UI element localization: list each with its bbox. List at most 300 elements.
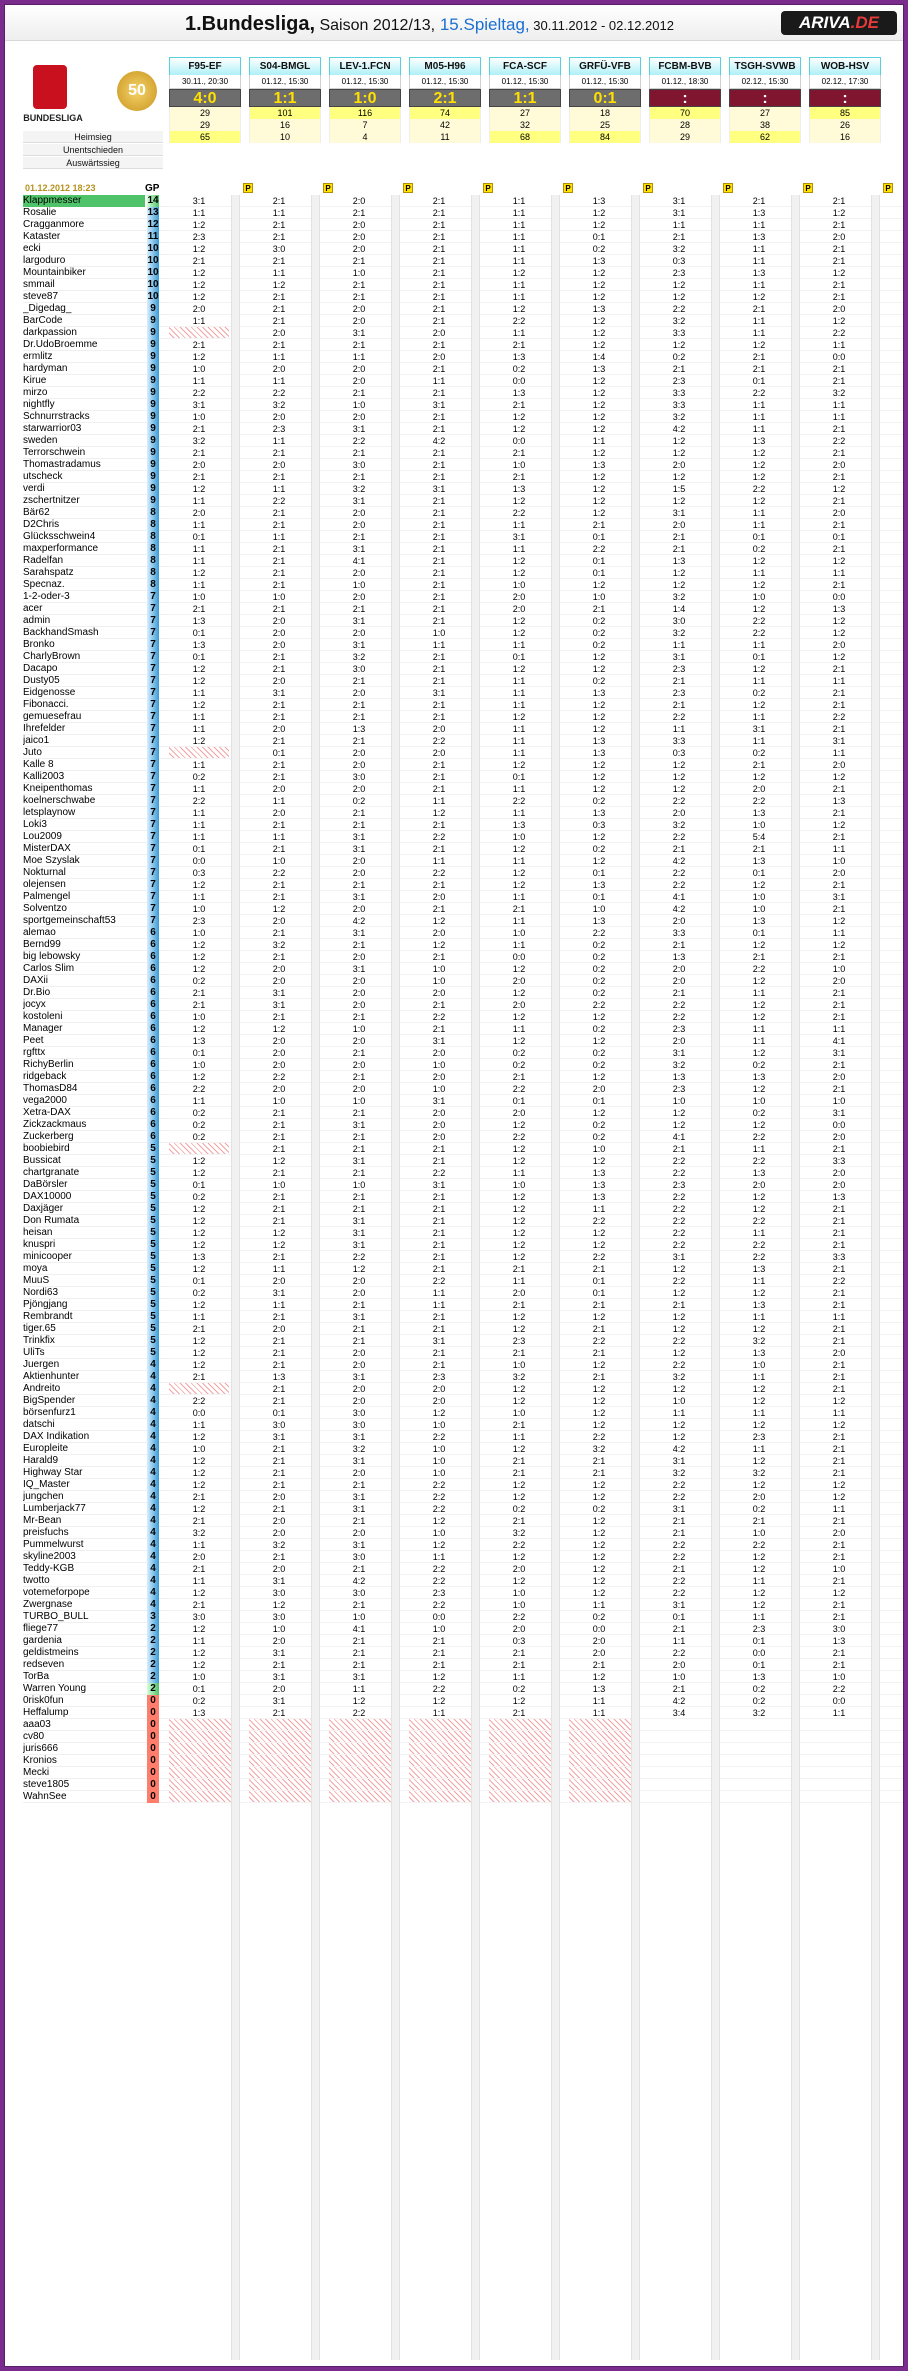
- player-row[interactable]: [23, 1755, 169, 1767]
- player-row[interactable]: [23, 1575, 169, 1587]
- player-name[interactable]: MuuS: [23, 1275, 50, 1286]
- player-name[interactable]: Bussicat: [23, 1155, 61, 1166]
- player-row[interactable]: [23, 1695, 169, 1707]
- player-name[interactable]: utscheck: [23, 471, 63, 482]
- match-teams[interactable]: WOB-HSV: [809, 57, 881, 75]
- player-name[interactable]: verdi: [23, 483, 45, 494]
- player-name[interactable]: DaBörsler: [23, 1179, 68, 1190]
- player-row[interactable]: [23, 1551, 169, 1563]
- player-name[interactable]: Zickzackmaus: [23, 1119, 87, 1130]
- tip-cell: 2:1: [192, 1564, 206, 1574]
- player-row[interactable]: [23, 1635, 169, 1647]
- player-name[interactable]: BackhandSmash: [23, 627, 99, 638]
- player-name[interactable]: geldistmeins: [23, 1647, 79, 1658]
- player-row[interactable]: [23, 1443, 169, 1455]
- match-teams[interactable]: LEV-1.FCN: [329, 57, 401, 75]
- tip-cell: 2:0: [352, 220, 366, 230]
- player-row[interactable]: [23, 1659, 169, 1671]
- player-row[interactable]: [23, 747, 169, 759]
- player-name[interactable]: BigSpender: [23, 1395, 76, 1406]
- player-name[interactable]: UliTs: [23, 1347, 45, 1358]
- player-row[interactable]: [23, 243, 169, 255]
- player-row[interactable]: [23, 1743, 169, 1755]
- player-name[interactable]: sportgemeinschaft53: [23, 915, 116, 926]
- player-row[interactable]: [23, 1587, 169, 1599]
- player-row[interactable]: [23, 459, 169, 471]
- player-name[interactable]: Manager: [23, 1023, 63, 1034]
- player-row[interactable]: [23, 1539, 169, 1551]
- player-row[interactable]: [23, 603, 169, 615]
- player-name[interactable]: letsplaynow: [23, 807, 76, 818]
- player-name[interactable]: Mr-Bean: [23, 1515, 62, 1526]
- tip-cell: 3:2: [352, 1444, 366, 1454]
- tip-cell: 2:1: [832, 1660, 846, 1670]
- player-row[interactable]: [23, 783, 169, 795]
- player-row[interactable]: [23, 723, 169, 735]
- player-name[interactable]: Kronios: [23, 1755, 57, 1766]
- player-name[interactable]: steve87: [23, 291, 59, 302]
- player-row[interactable]: [23, 1083, 169, 1095]
- tip-cell: 2:2: [672, 1480, 686, 1490]
- player-name[interactable]: Juto: [23, 747, 42, 758]
- player-name[interactable]: Schnurrstracks: [23, 411, 90, 422]
- player-row[interactable]: [23, 639, 169, 651]
- player-row[interactable]: [23, 1023, 169, 1035]
- tip-cell: 4:2: [672, 904, 686, 914]
- tip-cell: 2:1: [432, 1324, 446, 1334]
- player-row[interactable]: [23, 999, 169, 1011]
- player-name[interactable]: ThomasD84: [23, 1083, 78, 1094]
- title-bar: [5, 5, 904, 41]
- player-name[interactable]: Pjöngjang: [23, 1299, 68, 1310]
- player-name[interactable]: gardenia: [23, 1635, 62, 1646]
- player-row[interactable]: [23, 1335, 169, 1347]
- player-row[interactable]: [23, 1623, 169, 1635]
- player-name[interactable]: CharlyBrown: [23, 651, 81, 662]
- player-name[interactable]: Bär62: [23, 507, 50, 518]
- player-name[interactable]: Cragganmore: [23, 219, 85, 230]
- player-row[interactable]: [23, 1143, 169, 1155]
- player-name[interactable]: starwarrior03: [23, 423, 82, 434]
- player-row[interactable]: [23, 351, 169, 363]
- player-row[interactable]: [23, 1407, 169, 1419]
- player-name[interactable]: chartgranate: [23, 1167, 80, 1178]
- player-row[interactable]: [23, 1431, 169, 1443]
- player-name[interactable]: MisterDAX: [23, 843, 71, 854]
- player-name[interactable]: jaico1: [23, 735, 50, 746]
- player-name[interactable]: jocyx: [23, 999, 46, 1010]
- player-row[interactable]: [23, 1347, 169, 1359]
- player-row[interactable]: [23, 1167, 169, 1179]
- player-row[interactable]: [23, 1275, 169, 1287]
- player-row[interactable]: [23, 531, 169, 543]
- player-row[interactable]: [23, 291, 169, 303]
- player-name[interactable]: koelnerschwabe: [23, 795, 96, 806]
- player-name[interactable]: redseven: [23, 1659, 65, 1670]
- tip-cell: 2:1: [832, 1240, 846, 1250]
- player-name[interactable]: largoduro: [23, 255, 66, 266]
- player-name[interactable]: Europleite: [23, 1443, 69, 1454]
- player-name[interactable]: Dusty05: [23, 675, 60, 686]
- player-row[interactable]: [23, 567, 169, 579]
- player-row[interactable]: [23, 1395, 169, 1407]
- player-name[interactable]: TURBO_BULL: [23, 1611, 89, 1622]
- player-name[interactable]: Don Rumata: [23, 1215, 80, 1226]
- player-name[interactable]: moya: [23, 1263, 48, 1274]
- player-name[interactable]: Xetra-DAX: [23, 1107, 71, 1118]
- player-name[interactable]: big lebowsky: [23, 951, 81, 962]
- player-name[interactable]: alemao: [23, 927, 56, 938]
- player-row[interactable]: [23, 207, 169, 219]
- player-name[interactable]: rgfttx: [23, 1047, 46, 1058]
- player-name[interactable]: Mountainbiker: [23, 267, 86, 278]
- player-name[interactable]: Nokturnal: [23, 867, 66, 878]
- player-row[interactable]: [23, 1035, 169, 1047]
- player-name[interactable]: Lumberjack77: [23, 1503, 86, 1514]
- player-name[interactable]: BarCode: [23, 315, 63, 326]
- player-name[interactable]: DAX10000: [23, 1191, 72, 1202]
- player-row[interactable]: [23, 1227, 169, 1239]
- player-row[interactable]: [23, 1287, 169, 1299]
- player-name[interactable]: smmail: [23, 279, 55, 290]
- player-name[interactable]: Mecki: [23, 1767, 50, 1778]
- player-name[interactable]: Rosalie: [23, 207, 57, 218]
- match-teams[interactable]: S04-BMGL: [249, 57, 321, 75]
- player-row[interactable]: [23, 507, 169, 519]
- player-row[interactable]: [23, 1599, 169, 1611]
- player-row[interactable]: [23, 615, 169, 627]
- player-row[interactable]: [23, 1515, 169, 1527]
- player-row[interactable]: [23, 555, 169, 567]
- player-name[interactable]: Aktienhunter: [23, 1371, 80, 1382]
- player-row[interactable]: [23, 711, 169, 723]
- player-name[interactable]: Solventzo: [23, 903, 67, 914]
- player-name[interactable]: ermlitz: [23, 351, 53, 362]
- tip-cell: 2:0: [752, 1492, 766, 1502]
- player-name[interactable]: Dr.Bio: [23, 987, 51, 998]
- match-teams[interactable]: FCBM-BVB: [649, 57, 721, 75]
- player-name[interactable]: hardyman: [23, 363, 68, 374]
- tip-cell: 2:0: [432, 1048, 446, 1058]
- player-row[interactable]: [23, 807, 169, 819]
- player-row[interactable]: [23, 1095, 169, 1107]
- player-name[interactable]: skyline2003: [23, 1551, 76, 1562]
- player-row[interactable]: [23, 1383, 169, 1395]
- match-teams[interactable]: TSGH-SVWB: [729, 57, 801, 75]
- player-row[interactable]: [23, 1779, 169, 1791]
- player-row[interactable]: [23, 1059, 169, 1071]
- player-row[interactable]: [23, 327, 169, 339]
- player-row[interactable]: [23, 315, 169, 327]
- tip-cell: 2:0: [832, 640, 846, 650]
- player-name[interactable]: preisfuchs: [23, 1527, 69, 1538]
- player-row[interactable]: [23, 687, 169, 699]
- player-name[interactable]: vega2000: [23, 1095, 67, 1106]
- player-name[interactable]: D2Chris: [23, 519, 60, 530]
- player-name[interactable]: ridgeback: [23, 1071, 67, 1082]
- player-points: 4: [147, 1431, 159, 1443]
- player-row[interactable]: [23, 975, 169, 987]
- player-name[interactable]: heisan: [23, 1227, 53, 1238]
- player-row[interactable]: [23, 1791, 169, 1803]
- player-name[interactable]: aaa03: [23, 1719, 51, 1730]
- player-name[interactable]: Carlos Slim: [23, 963, 75, 974]
- player-points: 8: [147, 531, 159, 543]
- player-row[interactable]: [23, 375, 169, 387]
- player-name[interactable]: Palmengel: [23, 891, 71, 902]
- player-name[interactable]: nightfly: [23, 399, 55, 410]
- player-row[interactable]: [23, 663, 169, 675]
- player-row[interactable]: [23, 1263, 169, 1275]
- player-name[interactable]: admin: [23, 615, 51, 626]
- player-name[interactable]: Pummelwurst: [23, 1539, 84, 1550]
- player-name[interactable]: minicooper: [23, 1251, 72, 1262]
- player-name[interactable]: gemuesefrau: [23, 711, 82, 722]
- player-row[interactable]: [23, 387, 169, 399]
- player-row[interactable]: [23, 1467, 169, 1479]
- player-row[interactable]: [23, 1047, 169, 1059]
- player-name[interactable]: Kneipenthomas: [23, 783, 93, 794]
- player-row[interactable]: [23, 771, 169, 783]
- player-name[interactable]: Eidgenosse: [23, 687, 76, 698]
- player-row[interactable]: [23, 1119, 169, 1131]
- player-name[interactable]: datschi: [23, 1419, 55, 1430]
- player-name[interactable]: jungchen: [23, 1491, 64, 1502]
- tip-cell: 4:2: [352, 1576, 366, 1586]
- player-row[interactable]: [23, 1767, 169, 1779]
- player-row[interactable]: [23, 939, 169, 951]
- player-row[interactable]: [23, 1647, 169, 1659]
- player-row[interactable]: [23, 1215, 169, 1227]
- player-name[interactable]: Dr.UdoBroemme: [23, 339, 98, 350]
- player-name[interactable]: steve1805: [23, 1779, 70, 1790]
- player-row[interactable]: [23, 627, 169, 639]
- player-name[interactable]: twotto: [23, 1575, 50, 1586]
- player-row[interactable]: [23, 519, 169, 531]
- player-name[interactable]: Klappmesser: [23, 195, 145, 207]
- player-name[interactable]: TorBa: [23, 1671, 50, 1682]
- tip-cell: 1:2: [592, 1240, 606, 1250]
- player-name[interactable]: Fibonacci.: [23, 699, 69, 710]
- player-row[interactable]: [23, 1719, 169, 1731]
- player-name[interactable]: WahnSee: [23, 1791, 67, 1802]
- player-row[interactable]: [23, 219, 169, 231]
- player-name[interactable]: Harald9: [23, 1455, 59, 1466]
- player-row[interactable]: [23, 1191, 169, 1203]
- player-row[interactable]: [23, 831, 169, 843]
- player-name[interactable]: Loki3: [23, 819, 47, 830]
- ariva-logo[interactable]: [781, 11, 897, 35]
- player-name[interactable]: Terrorschwein: [23, 447, 86, 458]
- player-row[interactable]: [23, 1155, 169, 1167]
- no-tip-hatch: [329, 1791, 399, 1802]
- player-name[interactable]: Kataster: [23, 231, 61, 242]
- player-row[interactable]: [23, 267, 169, 279]
- player-row[interactable]: [23, 1455, 169, 1467]
- player-row[interactable]: [23, 891, 169, 903]
- player-name[interactable]: boobiebird: [23, 1143, 70, 1154]
- player-row[interactable]: [23, 195, 169, 207]
- player-name[interactable]: Daxjäger: [23, 1203, 64, 1214]
- match-teams[interactable]: M05-H96: [409, 57, 481, 75]
- player-name[interactable]: _Digedag_: [23, 303, 72, 314]
- player-row[interactable]: [23, 987, 169, 999]
- player-row[interactable]: [23, 1299, 169, 1311]
- player-name[interactable]: börsenfurz1: [23, 1407, 76, 1418]
- player-row[interactable]: [23, 363, 169, 375]
- player-row[interactable]: [23, 1479, 169, 1491]
- player-name[interactable]: darkpassion: [23, 327, 77, 338]
- player-name[interactable]: kostoleni: [23, 1011, 63, 1022]
- player-name[interactable]: juris666: [23, 1743, 59, 1754]
- player-row[interactable]: [23, 483, 169, 495]
- player-name[interactable]: Nordi63: [23, 1287, 59, 1298]
- player-name[interactable]: Glücksschwein4: [23, 531, 96, 542]
- player-row[interactable]: [23, 819, 169, 831]
- player-row[interactable]: [23, 879, 169, 891]
- player-row[interactable]: [23, 903, 169, 915]
- player-row[interactable]: [23, 963, 169, 975]
- player-row[interactable]: [23, 1107, 169, 1119]
- player-row[interactable]: [23, 339, 169, 351]
- player-row[interactable]: [23, 1203, 169, 1215]
- player-name[interactable]: DAXii: [23, 975, 49, 986]
- tip-cell: 2:2: [672, 304, 686, 314]
- player-name[interactable]: Kalli2003: [23, 771, 65, 782]
- player-name[interactable]: IQ_Master: [23, 1479, 70, 1490]
- match-teams[interactable]: F95-EF: [169, 57, 241, 75]
- player-row[interactable]: [23, 855, 169, 867]
- player-row[interactable]: [23, 699, 169, 711]
- player-row[interactable]: [23, 1239, 169, 1251]
- player-name[interactable]: RichyBerlin: [23, 1059, 74, 1070]
- player-name[interactable]: sweden: [23, 435, 58, 446]
- player-name[interactable]: cv80: [23, 1731, 45, 1742]
- player-name[interactable]: olejensen: [23, 879, 66, 890]
- player-name[interactable]: acer: [23, 603, 43, 614]
- player-row[interactable]: [23, 759, 169, 771]
- player-name[interactable]: Moe Szyslak: [23, 855, 80, 866]
- player-row[interactable]: [23, 1683, 169, 1695]
- player-name[interactable]: maxperformance: [23, 543, 99, 554]
- player-row[interactable]: [23, 651, 169, 663]
- player-row[interactable]: [23, 591, 169, 603]
- player-name[interactable]: Juergen: [23, 1359, 60, 1370]
- player-name[interactable]: Thomastradamus: [23, 459, 101, 470]
- player-row[interactable]: [23, 231, 169, 243]
- player-row[interactable]: [23, 1323, 169, 1335]
- player-name[interactable]: 1-2-oder-3: [23, 591, 70, 602]
- player-row[interactable]: [23, 1311, 169, 1323]
- player-row[interactable]: [23, 675, 169, 687]
- player-name[interactable]: Kirue: [23, 375, 47, 386]
- player-row[interactable]: [23, 1371, 169, 1383]
- player-name[interactable]: Bernd99: [23, 939, 61, 950]
- player-row[interactable]: [23, 411, 169, 423]
- player-row[interactable]: [23, 951, 169, 963]
- player-row[interactable]: [23, 1179, 169, 1191]
- player-name[interactable]: Peet: [23, 1035, 44, 1046]
- player-row[interactable]: [23, 303, 169, 315]
- player-row[interactable]: [23, 1131, 169, 1143]
- player-row[interactable]: [23, 1671, 169, 1683]
- tip-cell: 1:3: [752, 436, 766, 446]
- player-name[interactable]: Dacapo: [23, 663, 58, 674]
- player-row[interactable]: [23, 1527, 169, 1539]
- player-row[interactable]: [23, 735, 169, 747]
- player-row[interactable]: [23, 255, 169, 267]
- player-row[interactable]: [23, 435, 169, 447]
- player-name[interactable]: Specnaz.: [23, 579, 65, 590]
- player-row[interactable]: [23, 1251, 169, 1263]
- player-name[interactable]: Heffalump: [23, 1707, 69, 1718]
- player-row[interactable]: [23, 1419, 169, 1431]
- player-name[interactable]: Zwergnase: [23, 1599, 73, 1610]
- player-row[interactable]: [23, 579, 169, 591]
- player-name[interactable]: mirzo: [23, 387, 48, 398]
- player-row[interactable]: [23, 1563, 169, 1575]
- player-row[interactable]: [23, 423, 169, 435]
- player-name[interactable]: Zuckerberg: [23, 1131, 74, 1142]
- player-row[interactable]: [23, 1503, 169, 1515]
- player-row[interactable]: [23, 543, 169, 555]
- match-teams[interactable]: FCA-SCF: [489, 57, 561, 75]
- player-row[interactable]: [23, 867, 169, 879]
- player-name[interactable]: Warren Young: [23, 1683, 87, 1694]
- player-name[interactable]: knuspri: [23, 1239, 56, 1250]
- player-name[interactable]: Trinkfix: [23, 1335, 55, 1346]
- player-row[interactable]: [23, 1731, 169, 1743]
- player-name[interactable]: zschertnitzer: [23, 495, 80, 506]
- player-name[interactable]: tiger.65: [23, 1323, 56, 1334]
- player-row[interactable]: [23, 795, 169, 807]
- player-row[interactable]: [23, 399, 169, 411]
- player-name[interactable]: Highway Star: [23, 1467, 83, 1478]
- player-row[interactable]: [23, 1491, 169, 1503]
- player-name[interactable]: ecki: [23, 243, 41, 254]
- player-row[interactable]: [23, 495, 169, 507]
- player-row[interactable]: [23, 1071, 169, 1083]
- player-name[interactable]: 0risk0fun: [23, 1695, 64, 1706]
- tip-cell: 1:2: [592, 1156, 606, 1166]
- player-row[interactable]: [23, 843, 169, 855]
- player-name[interactable]: Sarahspatz: [23, 567, 74, 578]
- player-name[interactable]: Lou2009: [23, 831, 62, 842]
- player-row[interactable]: [23, 471, 169, 483]
- player-row[interactable]: [23, 1707, 169, 1719]
- player-name[interactable]: Andreito: [23, 1383, 61, 1394]
- tip-cell: 2:0: [352, 376, 366, 386]
- player-row[interactable]: [23, 1611, 169, 1623]
- match-teams[interactable]: GRFÜ-VFB: [569, 57, 641, 75]
- player-name[interactable]: Kalle 8: [23, 759, 54, 770]
- tip-cell: 5:4: [752, 832, 766, 842]
- player-row[interactable]: [23, 915, 169, 927]
- player-name[interactable]: DAX Indikation: [23, 1431, 90, 1442]
- player-name[interactable]: fliege77: [23, 1623, 59, 1634]
- player-row[interactable]: [23, 279, 169, 291]
- player-name[interactable]: Rembrandt: [23, 1311, 73, 1322]
- player-name[interactable]: votemeforpope: [23, 1587, 90, 1598]
- player-row[interactable]: [23, 447, 169, 459]
- player-name[interactable]: Ihrefelder: [23, 723, 66, 734]
- player-name[interactable]: Bronko: [23, 639, 55, 650]
- player-row[interactable]: [23, 1011, 169, 1023]
- player-name[interactable]: Radelfan: [23, 555, 64, 566]
- player-row[interactable]: [23, 1359, 169, 1371]
- player-name[interactable]: Teddy-KGB: [23, 1563, 75, 1574]
- player-row[interactable]: [23, 927, 169, 939]
